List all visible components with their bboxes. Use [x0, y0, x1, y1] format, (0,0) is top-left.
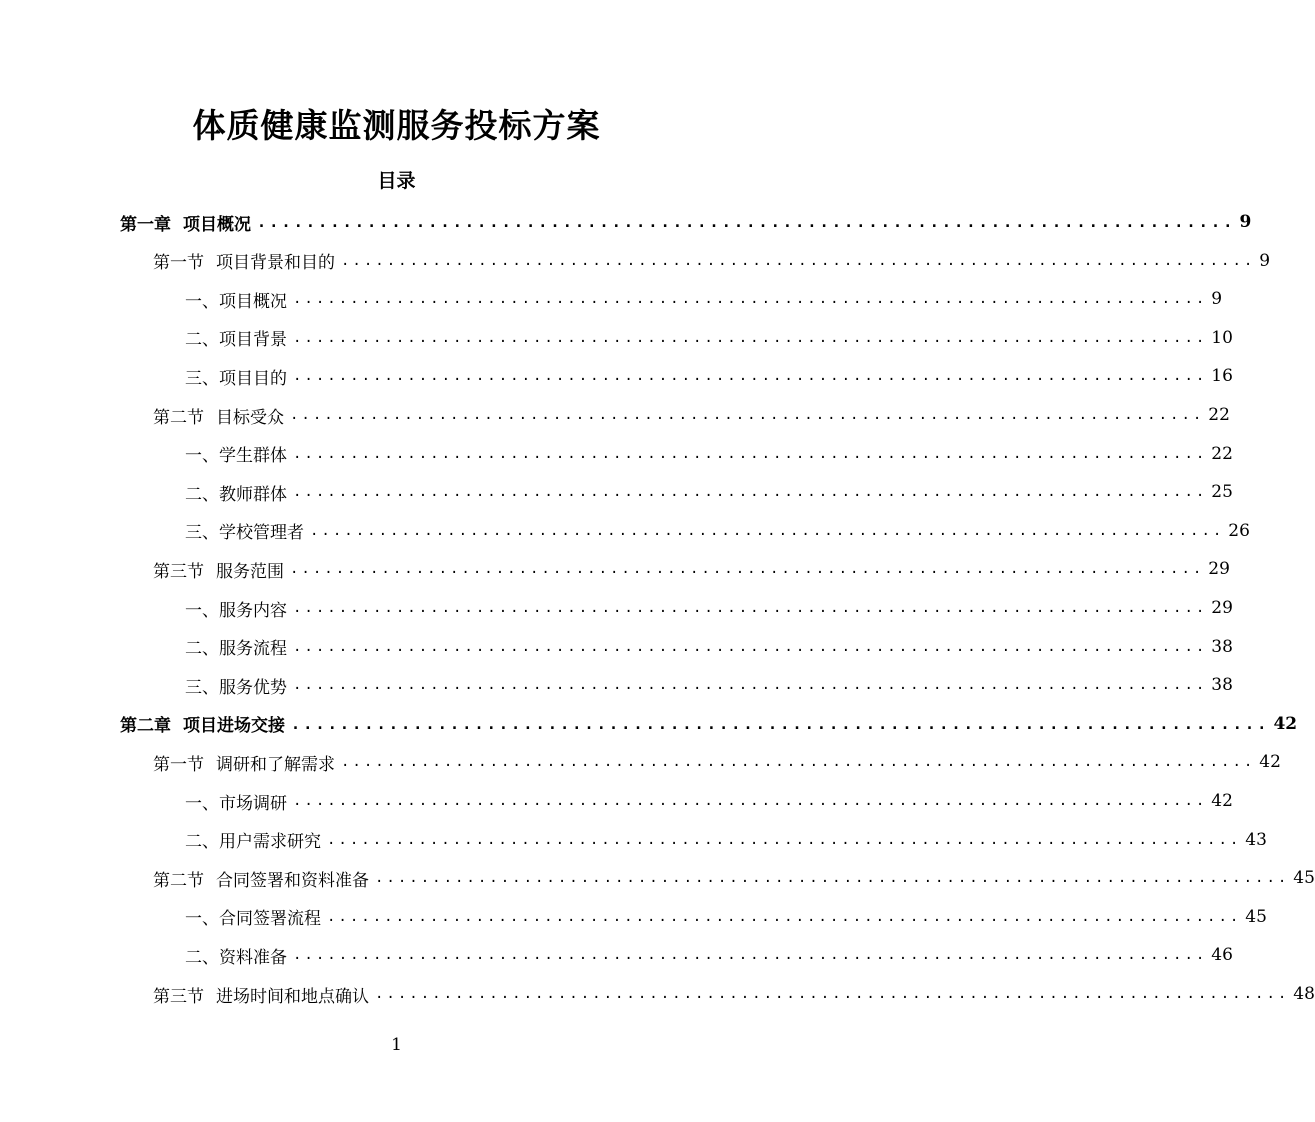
toc-entry-title: 项目概况: [183, 214, 251, 235]
toc-entry-number: 二、: [185, 832, 219, 853]
toc-entry-page: 42: [1273, 713, 1298, 734]
toc-entry-number: 二、: [185, 639, 219, 660]
toc-entry-page: 46: [1211, 945, 1233, 966]
toc-entry-title: 学校管理者: [219, 523, 304, 544]
toc-dot-leader: ................................................................................: [327, 908, 1242, 925]
toc-entry-page: 42: [1259, 752, 1281, 773]
toc-entry-title: 调研和了解需求: [216, 754, 335, 775]
toc-dot-leader: ................................................................................: [293, 793, 1208, 809]
toc-entry-number: 第一章: [120, 214, 171, 235]
toc-entry-level3[interactable]: [185, 474, 1233, 510]
toc-entry-page: 25: [1211, 482, 1233, 503]
toc-entry-level3[interactable]: [185, 358, 1233, 394]
toc-entry-level2[interactable]: [153, 976, 1315, 1012]
toc-entry-level2[interactable]: [153, 243, 1271, 279]
toc-entry-title: 目标受众: [216, 407, 284, 428]
toc-entry-number: 二、: [185, 330, 219, 351]
toc-dot-leader: ................................................................................: [293, 291, 1208, 308]
toc-entry-level2[interactable]: [153, 860, 1315, 896]
toc-entry-title: 合同签署流程: [219, 909, 321, 930]
toc-entry-page: 48: [1293, 984, 1315, 1004]
toc-entry-title: 教师群体: [219, 484, 287, 505]
toc-dot-leader: ................................................................................: [293, 368, 1208, 385]
toc-entry-number: 一、: [185, 600, 219, 621]
toc-entry-title: 项目背景和目的: [216, 253, 335, 274]
toc-dot-leader: ................................................................................: [293, 329, 1208, 346]
toc-dot-leader: ................................................................................: [293, 947, 1208, 964]
toc-entry-level1[interactable]: [120, 706, 1298, 742]
toc-entry-page: 38: [1211, 675, 1233, 696]
toc-entry-title: 项目目的: [219, 368, 287, 389]
page-number: 1: [391, 1035, 402, 1055]
toc-dot-leader: ................................................................................: [375, 870, 1290, 887]
toc-entry-number: 第三节: [153, 986, 204, 1007]
toc-dot-leader: ................................................................................: [293, 600, 1208, 616]
toc-entry-level3[interactable]: [185, 590, 1233, 626]
toc-entry-number: 一、: [185, 909, 219, 930]
toc-dot-leader: ................................................................................: [341, 252, 1256, 269]
toc-dot-leader: ................................................................................: [341, 754, 1256, 771]
toc-dot-leader: ................................................................................: [290, 407, 1205, 423]
toc-entry-level2[interactable]: [153, 551, 1230, 587]
toc-entry-title: 项目背景: [219, 330, 287, 351]
toc-dot-leader: ................................................................................: [293, 445, 1208, 462]
toc-dot-leader: ................................................................................: [375, 986, 1290, 1002]
toc-entry-number: 一、: [185, 291, 219, 312]
toc-entry-title: 学生群体: [219, 446, 287, 467]
toc-entry-level3[interactable]: [185, 513, 1250, 549]
toc-entry-number: 第二节: [153, 870, 204, 891]
toc-entry-number: 二、: [185, 947, 219, 968]
toc-entry-level3[interactable]: [185, 281, 1223, 317]
toc-entry-title: 服务内容: [219, 600, 287, 621]
toc-entry-level3[interactable]: [185, 667, 1233, 703]
toc-entry-page: 29: [1211, 598, 1233, 618]
toc-entry-title: 市场调研: [219, 793, 287, 814]
toc-entry-level3[interactable]: [185, 937, 1233, 973]
toc-entry-title: 项目进场交接: [183, 716, 285, 737]
toc-entry-level3[interactable]: [185, 783, 1233, 819]
toc-entry-page: 42: [1211, 791, 1233, 811]
toc-entry-page: 38: [1211, 636, 1233, 657]
toc-entry-number: 一、: [185, 446, 219, 467]
toc-entry-number: 三、: [185, 368, 219, 389]
toc-entry-page: 9: [1259, 250, 1271, 271]
toc-entry-title: 服务范围: [216, 561, 284, 582]
toc-entry-level3[interactable]: [185, 822, 1267, 858]
toc-dot-leader: ................................................................................: [290, 561, 1205, 578]
document-title: 体质健康监测服务投标方案: [192, 106, 601, 145]
toc-entry-page: 9: [1239, 212, 1252, 232]
toc-entry-page: 45: [1293, 868, 1315, 889]
toc-entry-title: 合同签署和资料准备: [216, 870, 369, 891]
toc-entry-page: 16: [1211, 366, 1233, 387]
toc-entry-number: 第一节: [153, 253, 204, 274]
toc-entry-page: 10: [1211, 327, 1233, 348]
toc-entry-level1[interactable]: [120, 204, 1252, 240]
toc-entry-page: 22: [1211, 443, 1233, 464]
toc-entry-page: 29: [1208, 559, 1230, 580]
toc-entry-title: 服务优势: [219, 677, 287, 698]
toc-entry-level3[interactable]: [185, 320, 1233, 356]
toc-entry-title: 项目概况: [219, 291, 287, 312]
toc-entry-page: 9: [1211, 289, 1223, 310]
toc-dot-leader: ................................................................................: [291, 714, 1270, 733]
toc-entry-level2[interactable]: [153, 744, 1281, 780]
toc-dot-leader: ................................................................................: [310, 522, 1225, 539]
toc-entry-level3[interactable]: [185, 899, 1267, 935]
toc-entry-number: 第一节: [153, 754, 204, 775]
toc-entry-title: 用户需求研究: [219, 832, 321, 853]
toc-dot-leader: ................................................................................: [293, 677, 1208, 694]
toc-dot-leader: ................................................................................: [327, 831, 1242, 848]
toc-entry-level2[interactable]: [153, 397, 1230, 433]
toc-dot-leader: ................................................................................: [257, 213, 1236, 231]
toc-entry-title: 服务流程: [219, 639, 287, 660]
toc-heading: 目录: [377, 170, 416, 192]
toc-entry-number: 二、: [185, 484, 219, 505]
toc-entry-title: 进场时间和地点确认: [216, 986, 369, 1007]
toc-entry-number: 一、: [185, 793, 219, 814]
toc-entry-title: 资料准备: [219, 947, 287, 968]
toc-entry-page: 22: [1208, 405, 1230, 425]
toc-entry-level3[interactable]: [185, 629, 1233, 665]
toc-entry-page: 43: [1245, 829, 1267, 850]
toc-entry-number: 第二节: [153, 407, 204, 428]
toc-dot-leader: ................................................................................: [293, 484, 1208, 501]
toc-dot-leader: ................................................................................: [293, 638, 1208, 655]
toc-entry-number: 第三节: [153, 561, 204, 582]
toc-entry-number: 第二章: [120, 716, 171, 737]
toc-entry-number: 三、: [185, 523, 219, 544]
toc-entry-page: 45: [1245, 906, 1267, 927]
toc-entry-page: 26: [1228, 520, 1250, 541]
toc-entry-level3[interactable]: [185, 436, 1233, 472]
toc-entry-number: 三、: [185, 677, 219, 698]
